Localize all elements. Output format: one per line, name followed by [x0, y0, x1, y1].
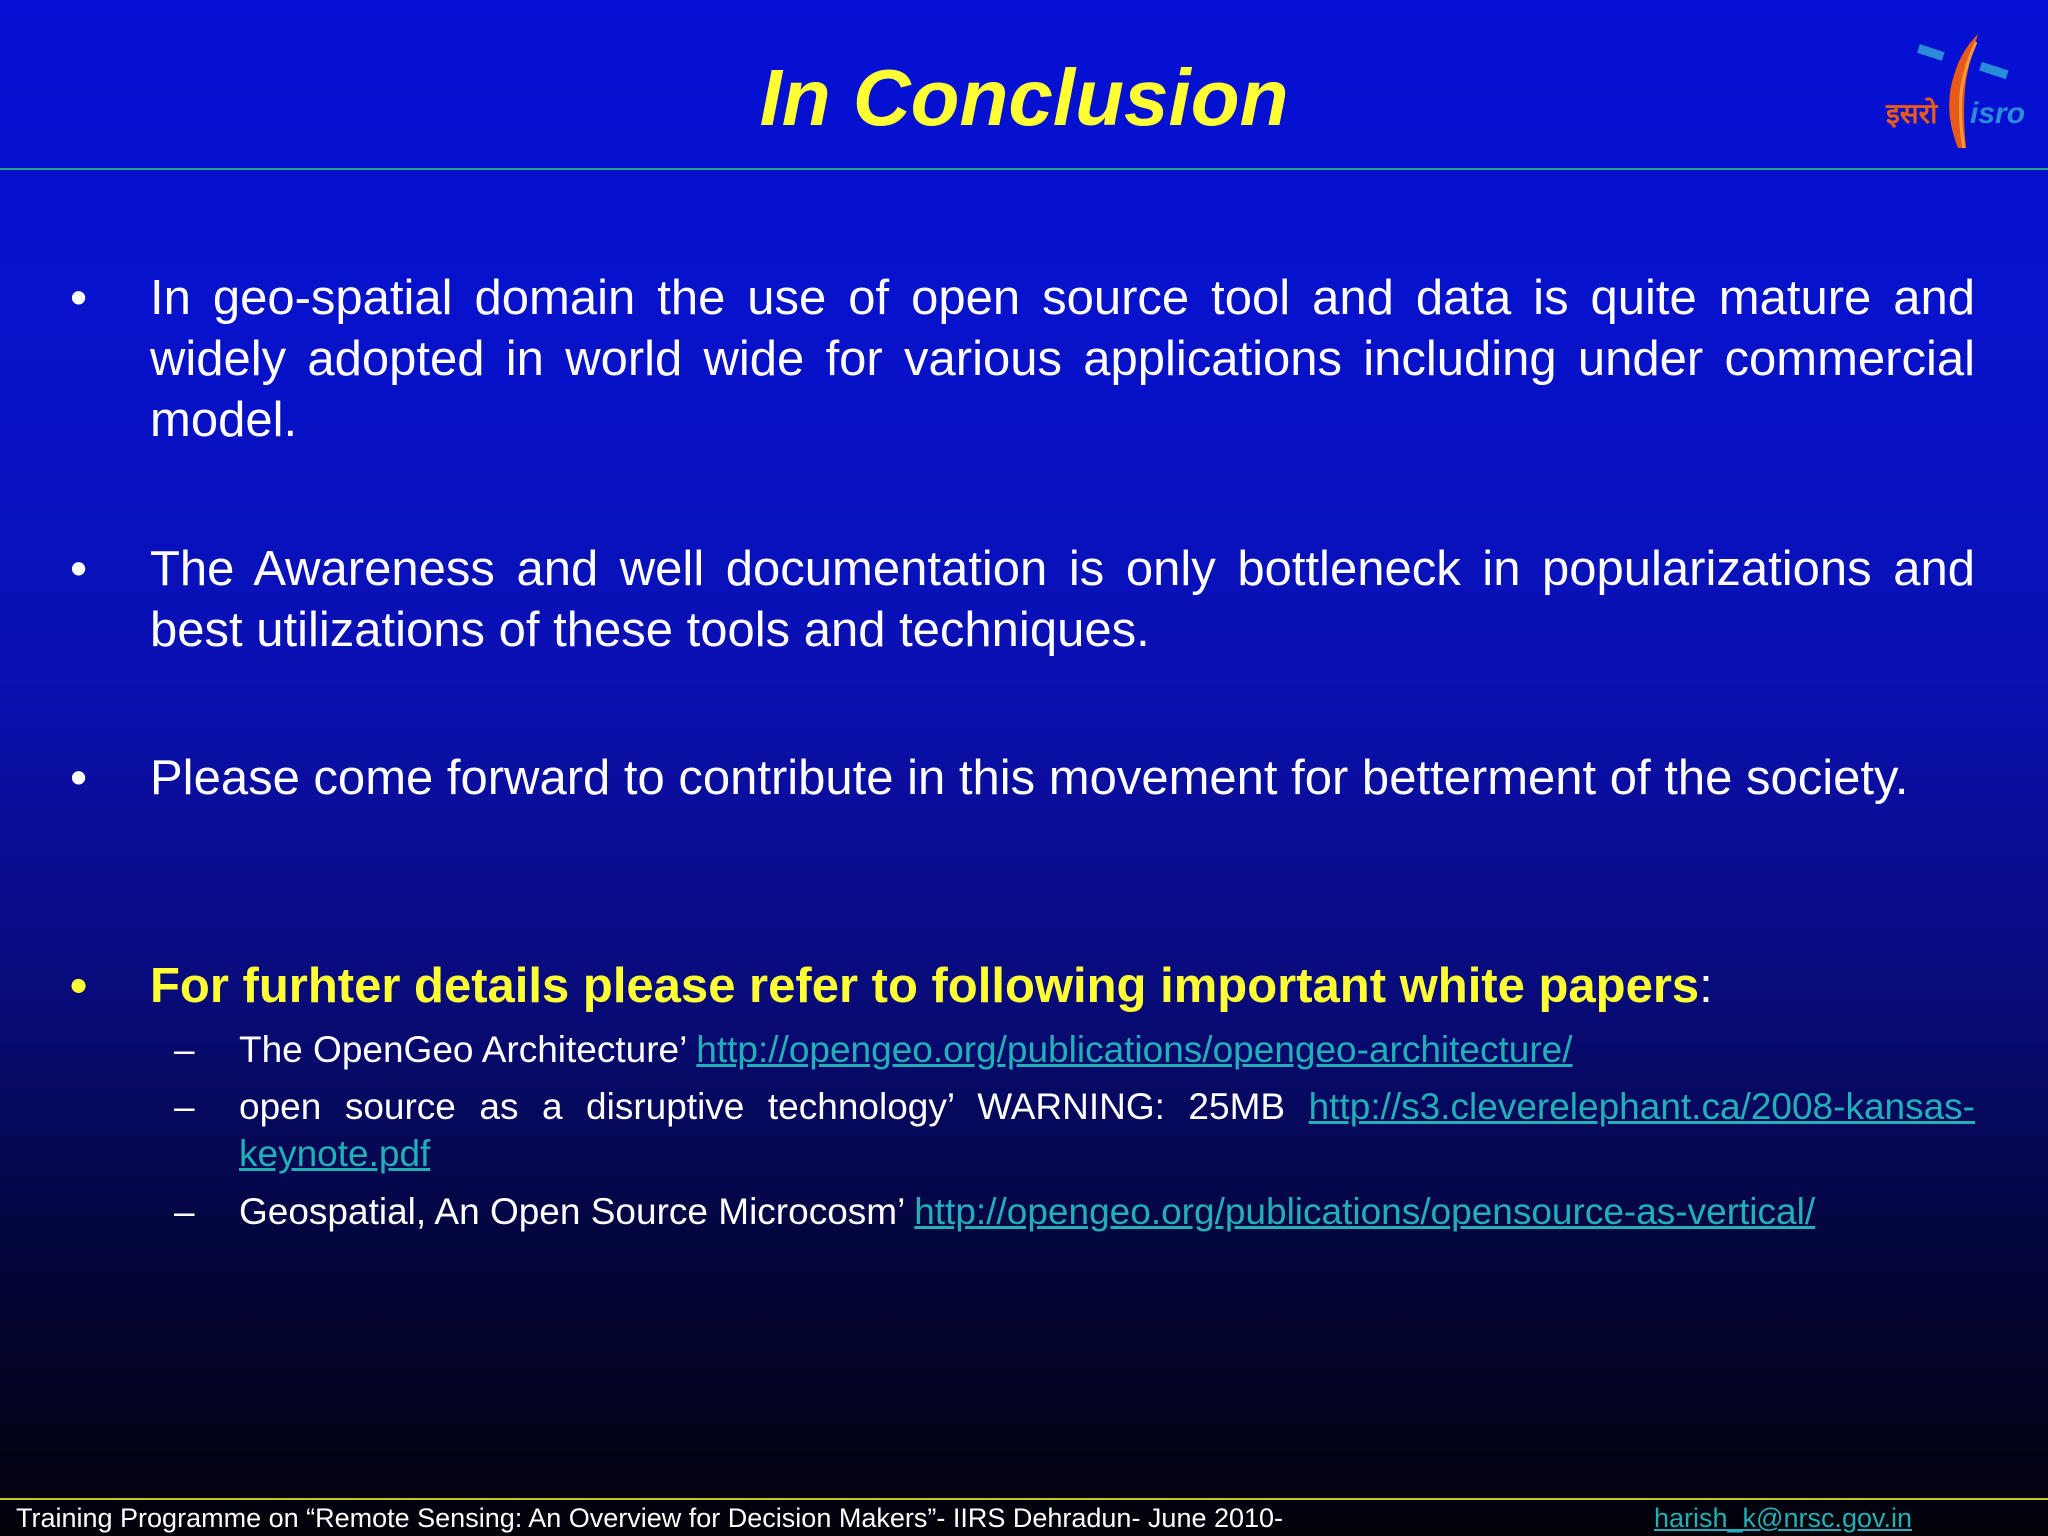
- logo-english-text: isro: [1970, 97, 2026, 130]
- sub-bullet-body: [239, 1026, 1975, 1073]
- bullet-marker: •: [70, 542, 88, 596]
- sub-bullet-2: [174, 1083, 1975, 1177]
- bullet-text: Please come forward to contribute in this movement for betterment of the society.: [150, 751, 1909, 805]
- sub-bullet-text: Geospatial, An Open Source Microcosm’: [239, 1191, 904, 1232]
- bullet-text: For furhter details please refer to following important white papers: [150, 959, 1700, 1013]
- sub-bullet-marker: –: [174, 1029, 195, 1070]
- kansas-keynote-link[interactable]: http://s3.cleverelephant.ca/2008-kansas-keynote.pdf: [239, 1086, 1976, 1174]
- sub-bullet-marker: –: [174, 1086, 195, 1127]
- sub-bullet-1: [174, 1026, 1975, 1073]
- sub-bullet-text: open source as a disruptive technology’ WARNING: 25MB: [239, 1086, 1286, 1127]
- bullet-2: [70, 539, 1975, 661]
- slide-title: In Conclusion: [759, 53, 1289, 142]
- bullet-text-wrapper: [150, 956, 1975, 1017]
- footer-email-link[interactable]: harish_k@nrsc.gov.in: [1654, 1503, 1913, 1533]
- bullet-text: The Awareness and well documentation is only bottleneck in popularizations and best utilizations of these tools and techniques.: [150, 542, 1975, 657]
- opengeo-architecture-link[interactable]: http://opengeo.org/publications/opengeo-architecture/: [696, 1029, 1573, 1070]
- isro-logo-icon: [1880, 28, 2030, 158]
- bullet-text: In geo-spatial domain the use of open source tool and data is quite mature and widely adopted in world wide for various applications including under commercial model.: [150, 271, 1975, 447]
- sub-bullet-body: [239, 1188, 1975, 1235]
- bullet-1: [70, 268, 1975, 451]
- bullet-4: [70, 956, 1975, 1017]
- bullet-3: [70, 748, 1975, 809]
- footer-divider: [0, 1498, 2048, 1500]
- bullet-marker: •: [70, 959, 88, 1013]
- sub-bullet-text: The OpenGeo Architecture’: [239, 1029, 686, 1070]
- bullet-marker: •: [70, 271, 88, 325]
- sub-bullet-body: [239, 1083, 1975, 1177]
- bullet-marker: •: [70, 751, 88, 805]
- sub-bullet-3: [174, 1188, 1975, 1235]
- footer-programme-text: Training Programme on “Remote Sensing: An Overview for Decision Makers”- IIRS Dehradun- June 2010-: [16, 1503, 1284, 1533]
- sub-bullet-marker: –: [174, 1191, 195, 1232]
- title-divider: [0, 168, 2048, 170]
- logo-hindi-text: इसरो: [1886, 97, 1938, 130]
- bullet-colon: :: [1699, 959, 1713, 1013]
- opensource-vertical-link[interactable]: http://opengeo.org/publications/opensource-as-vertical/: [914, 1191, 1816, 1232]
